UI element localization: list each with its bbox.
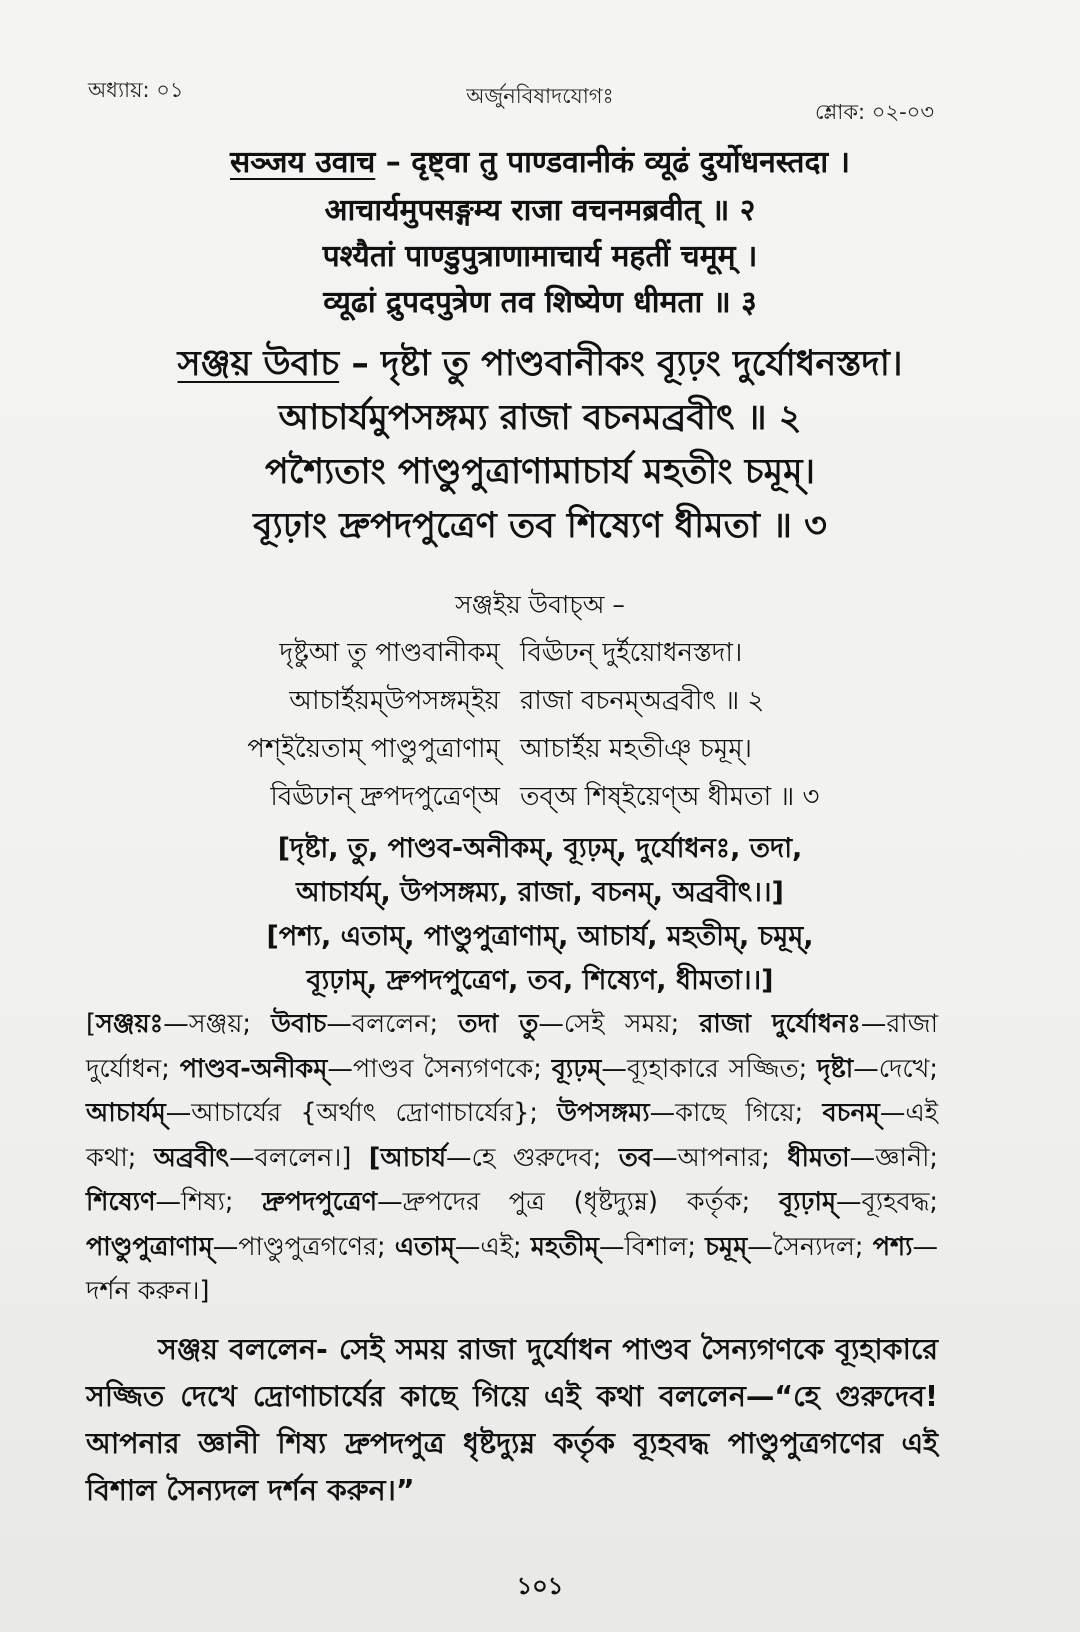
transliteration-left: পশ্ইয়ৈতাম্ পাণ্ডুপুত্রাণাম্ — [247, 734, 500, 764]
gloss-term: রাজা দুর্যোধনঃ — [699, 1009, 861, 1039]
transliteration-right: রাজা বচনম্অব্রবীৎ ॥ ২ — [520, 686, 765, 716]
gloss-meaning: —সঞ্জয়; — [163, 1009, 272, 1039]
gloss-term: বচনম্ — [822, 1098, 880, 1128]
gloss-meaning: —কাছে গিয়ে; — [649, 1098, 823, 1128]
bengali-verse-line-4: ব্যূঢ়াং দ্রুপদপুত্রেণ তব শিষ্যেণ ধীমতা ॥ ৩ — [253, 506, 827, 546]
transliteration-left: আচার্ইয়ম্উপসঙ্গম্ইয় — [289, 686, 500, 716]
transliteration-left: বিঊঢান্ দ্রুপদপুত্রেণ্অ — [270, 782, 500, 812]
gloss-term: উপসঙ্গম্য — [557, 1098, 650, 1128]
gloss-meaning: —এই; — [454, 1231, 531, 1262]
gloss-meaning: —রাজা দুর্যোধন; — [86, 1009, 938, 1084]
gloss-meaning: —এই কথা; — [86, 1098, 938, 1173]
gloss-term: এতাম্ — [394, 1231, 455, 1262]
gloss-meaning: —পাণ্ডব সৈন্যগণকে; — [327, 1053, 552, 1084]
transliteration-right: তব্অ শিষ্ইয়েণ্অ ধীমতা ॥ ৩ — [520, 782, 820, 812]
gloss-term: সঞ্জয়ঃ — [95, 1009, 164, 1039]
gloss-meaning: —ব্যূহবদ্ধ; — [836, 1187, 938, 1217]
gloss-meaning: —বললেন; — [326, 1009, 459, 1039]
gloss-meaning: —পাণ্ডুপুত্রগণের; — [212, 1231, 395, 1262]
bengali-verse-line-1: সঞ্জয় উবাচ – দৃষ্টা তু পাণ্ডবানীকং ব্যূঢ়ং দুর্যোধনস্তদা। — [177, 344, 903, 384]
gloss-meaning: —জ্ঞানী; — [849, 1142, 938, 1173]
bengali-verse-line-3: পশ্যৈতাং পাণ্ডুপুত্রাণামাচার্য মহতীং চমূম্। — [264, 452, 816, 492]
gloss-term: ব্যূঢ়ম্ — [551, 1053, 602, 1084]
bengali-speaker: সঞ্জয় উবাচ — [177, 344, 340, 384]
gloss-meaning: —সৈন্যদল; — [747, 1231, 873, 1262]
bengali-verse-text: দৃষ্টা তু পাণ্ডবানীকং ব্যূঢ়ং দুর্যোধনস্তদা। — [381, 344, 903, 384]
gloss-term: চমূম্ — [705, 1231, 748, 1262]
devanagari-verse-text: दृष्ट्वा तु पाण्डवानीकं व्यूढं दुर्योधनस्तदा । — [411, 145, 851, 180]
transliteration-right: বিঊঢন্ দুর্ইয়োধনস্তদা। — [520, 638, 743, 668]
gloss-open-bracket: [ — [86, 1009, 96, 1039]
gloss-meaning: —দেখে; — [853, 1053, 939, 1084]
word-split-line-2: আচার্যম্, উপসঙ্গম্য, রাজা, বচনম্, অব্রবীৎ।।] — [296, 877, 784, 908]
gloss-meaning: —বিশাল; — [598, 1231, 706, 1262]
gloss-term: আচার্যম্ — [86, 1098, 166, 1128]
transliteration-right: আচার্ইয় মহতীঞ্ চমূম্। — [520, 734, 752, 764]
devanagari-speaker: सञ्जय उवाच — [229, 145, 376, 180]
gloss-meaning: —দর্শন করুন।] — [86, 1231, 938, 1306]
gloss-term: দৃষ্টা — [817, 1053, 854, 1084]
verse-range-label: শ্লোক: ০২-০৩ — [815, 100, 934, 124]
gloss-meaning: —সেই সময়; — [538, 1009, 700, 1039]
word-split-line-3: [পশ্য, এতাম্, পাণ্ডুপুত্রাণাম্, আচার্য, মহতীম্, চমূম্, — [266, 921, 814, 952]
gloss-term: দ্রুপদপুত্রেণ — [262, 1187, 378, 1217]
gloss-meaning: —শিষ্য; — [155, 1187, 263, 1217]
transliteration-title: সঞ্জইয় উবাচ্অ – — [455, 590, 625, 619]
devanagari-line-3: पश्यैतां पाण्डुपुत्राणामाचार्य महतीं चमूम् । — [322, 239, 758, 274]
translation-paragraph: সঞ্জয় বললেন- সেই সময় রাজা দুর্যোধন পাণ্ডব সৈন্যগণকে ব্যূহাকারে সজ্জিত দেখে দ্রোণাচার্যের কাছে গিয়ে এই কথা বললেন—“হে গুরুদেব! আপনার জ্ঞানী শিষ্য দ্রুপদপুত্র ধৃষ্টদ্যুম্ন কর্তৃক ব্যূহবদ্ধ পাণ্ডুপুত্রগণের এই বিশাল সৈন্যদল দর্শন করুন।” — [86, 1333, 938, 1507]
transliteration-left: দৃষ্টুআ তু পাণ্ডবানীকম্ — [279, 638, 500, 668]
gloss-term: পাণ্ডব-অনীকম্ — [179, 1053, 328, 1084]
gloss-term: মহতীম্ — [530, 1231, 599, 1262]
word-meaning-gloss — [86, 1002, 938, 1314]
gloss-meaning: —হে গুরুদেব; — [446, 1142, 619, 1173]
gloss-meaning: —আচার্যের {অর্থাৎ দ্রোণাচার্যের}; — [165, 1098, 558, 1128]
gloss-term: উবাচ — [271, 1009, 327, 1039]
gloss-term: তব — [618, 1142, 653, 1173]
devanagari-line-4: व्यूढां द्रुपदपुत्रेण तव शिष्येण धीमता ॥ ३ — [323, 285, 757, 320]
gloss-meaning: —আপনার; — [652, 1142, 788, 1173]
word-split-line-1: [দৃষ্টা, তু, পাণ্ডব-অনীকম্, ব্যূঢ়ম্, দুর্যোধনঃ, তদা, — [277, 833, 803, 864]
gloss-term: [আচার্য — [368, 1142, 447, 1173]
gloss-term: শিষ্যেণ — [86, 1187, 156, 1217]
gloss-term: পশ্য — [872, 1231, 913, 1262]
devanagari-line-1: सञ्जय उवाच – दृष्ट्वा तु पाण्डवानीकं व्यूढं दुर्योधनस्तदा । — [229, 145, 851, 180]
gloss-term: অব্রবীৎ — [153, 1142, 230, 1173]
bengali-verse-line-2: আচার্যমুপসঙ্গম্য রাজা বচনমব্রবীৎ ॥ ২ — [278, 398, 802, 438]
gloss-term: ধীমতা — [787, 1142, 850, 1173]
chapter-title: অর্জুনবিষাদযোগঃ — [466, 84, 614, 108]
page-number: ১০১ — [516, 1572, 564, 1600]
gloss-meaning: —দ্রুপদের পুত্র (ধৃষ্টদ্যুম্ন) কর্তৃক; — [377, 1187, 779, 1217]
gloss-meaning: —বললেন।] — [229, 1142, 369, 1173]
word-split-line-4: ব্যূঢ়াম্, দ্রুপদপুত্রেণ, তব, শিষ্যেণ, ধীমতা।।] — [306, 965, 774, 996]
gloss-term: পাণ্ডুপুত্রাণাম্ — [86, 1231, 213, 1262]
gloss-meaning: —ব্যূহাকারে সজ্জিত; — [601, 1053, 818, 1084]
gloss-term: তদা তু — [458, 1009, 539, 1039]
gloss-term: ব্যূঢ়াম্ — [778, 1187, 837, 1217]
chapter-label: অধ্যায়: ০১ — [88, 78, 184, 102]
devanagari-line-2: आचार्यमुपसङ्गम्य राजा वचनमब्रवीत् ॥ २ — [324, 193, 756, 228]
